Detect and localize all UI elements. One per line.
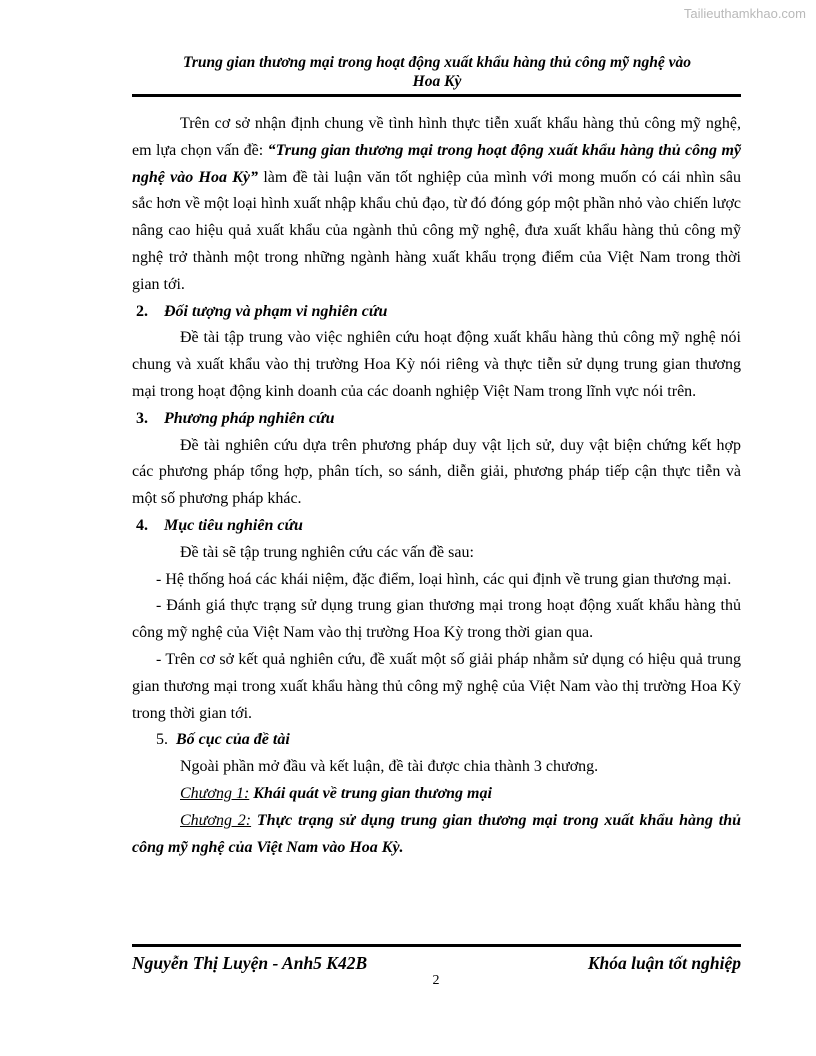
section-5-intro: Ngoài phần mở đầu và kết luận, đề tài được chia thành 3 chương. [180, 758, 599, 776]
chapter-1-label: Chương 1: [180, 784, 250, 802]
intro-after: làm đề tài luận văn tốt nghiệp của mình với mong muốn có cái nhìn sâu sắc hơn về một loại hình xuất nhập khẩu chủ đạo, từ đó đóng góp một phần nhỏ vào chiến lược nâng cao hiệu quả xuất khẩu của ngành thủ công mỹ nghệ, đưa xuất khẩu hàng thủ công mỹ nghệ trở thành một trong những ngành hàng xuất khẩu trọng điểm của Việt Nam trong thời gian tới. [132, 168, 742, 293]
chapter-2-label: Chương 2: [180, 811, 252, 829]
section-2-title: Đối tượng và phạm vi nghiên cứu [164, 302, 388, 320]
watermark: Tailieuthamkhao.com [683, 6, 806, 21]
page-header [132, 53, 742, 91]
section-4-title: Mục tiêu nghiên cứu [164, 516, 303, 534]
section-3-heading [132, 406, 741, 433]
footer-divider [132, 944, 741, 947]
intro-before: Trên cơ sở nhận định chung về tình hình thực tiễn xuất khẩu hàng thủ công mỹ nghệ, em lựa chọn vấn đề: [132, 115, 741, 159]
chapter-1-title: Khái quát về trung gian thương mại [253, 784, 492, 802]
footer-author: Nguyễn Thị Luyện - Anh5 K42B [132, 953, 368, 973]
objective-item: - Đánh giá thực trạng sử dụng trung gian thương mại trong hoạt động xuất khẩu hàng thủ công mỹ nghệ của Việt Nam vào thị trường Hoa Kỳ trong thời gian qua. [132, 597, 741, 642]
chapter-2-title: Thực trạng sử dụng trung gian thương mại trong xuất khẩu hàng thủ công mỹ nghệ của Việt Nam vào Hoa Kỳ. [132, 811, 742, 856]
header-title-line2: Hoa Kỳ [412, 73, 462, 90]
intro-paragraph [132, 111, 741, 299]
intro-topic: “Trung gian thương mại trong hoạt động xuất khẩu hàng thủ công mỹ nghệ vào Hoa Kỳ” [132, 141, 742, 186]
section-4-intro: Đề tài sẽ tập trung nghiên cứu các vấn đề sau: [180, 543, 474, 561]
header-divider [132, 94, 741, 97]
header-title-line1: Trung gian thương mại trong hoạt động xuất khẩu hàng thủ công mỹ nghệ vào [182, 54, 691, 71]
chapter-2-line [132, 808, 741, 862]
section-2-heading [132, 299, 741, 326]
section-3-number: 3. [136, 409, 148, 427]
section-4-number: 4. [136, 516, 148, 534]
page-number: 2 [432, 973, 440, 988]
section-5-title: Bố cục của đề tài [176, 731, 290, 749]
document-body [132, 111, 741, 861]
section-5-number: 5. [156, 731, 168, 749]
chapter-1-line [132, 781, 741, 808]
objective-item: - Hệ thống hoá các khái niệm, đặc điểm, loại hình, các qui định về trung gian thương mại. [156, 570, 732, 588]
section-5-heading [132, 727, 741, 754]
footer-doc-type: Khóa luận tốt nghiệp [587, 953, 741, 973]
section-3-title: Phương pháp nghiên cứu [164, 409, 335, 427]
objective-item: - Trên cơ sở kết quả nghiên cứu, đề xuất một số giải pháp nhằm sử dụng có hiệu quả trung gian thương mại trong xuất khẩu hàng thủ công mỹ nghệ của Việt Nam vào thị trường Hoa Kỳ trong thời gian tới. [132, 650, 741, 722]
section-3-body: Đề tài nghiên cứu dựa trên phương pháp duy vật lịch sử, duy vật biện chứng kết hợp các phương pháp tổng hợp, phân tích, so sánh, diễn giải, phương pháp tiếp cận thực tiễn và một số phương pháp khác. [132, 436, 741, 508]
section-4-heading [132, 513, 741, 540]
section-2-body: Đề tài tập trung vào việc nghiên cứu hoạt động xuất khẩu hàng thủ công mỹ nghệ nói chung và xuất khẩu vào thị trường Hoa Kỳ nói riêng và thực tiễn sử dụng trung gian thương mại trong hoạt động kinh doanh của các doanh nghiệp Việt Nam trong lĩnh vực nói trên. [132, 329, 741, 400]
section-2-number: 2. [136, 302, 148, 320]
